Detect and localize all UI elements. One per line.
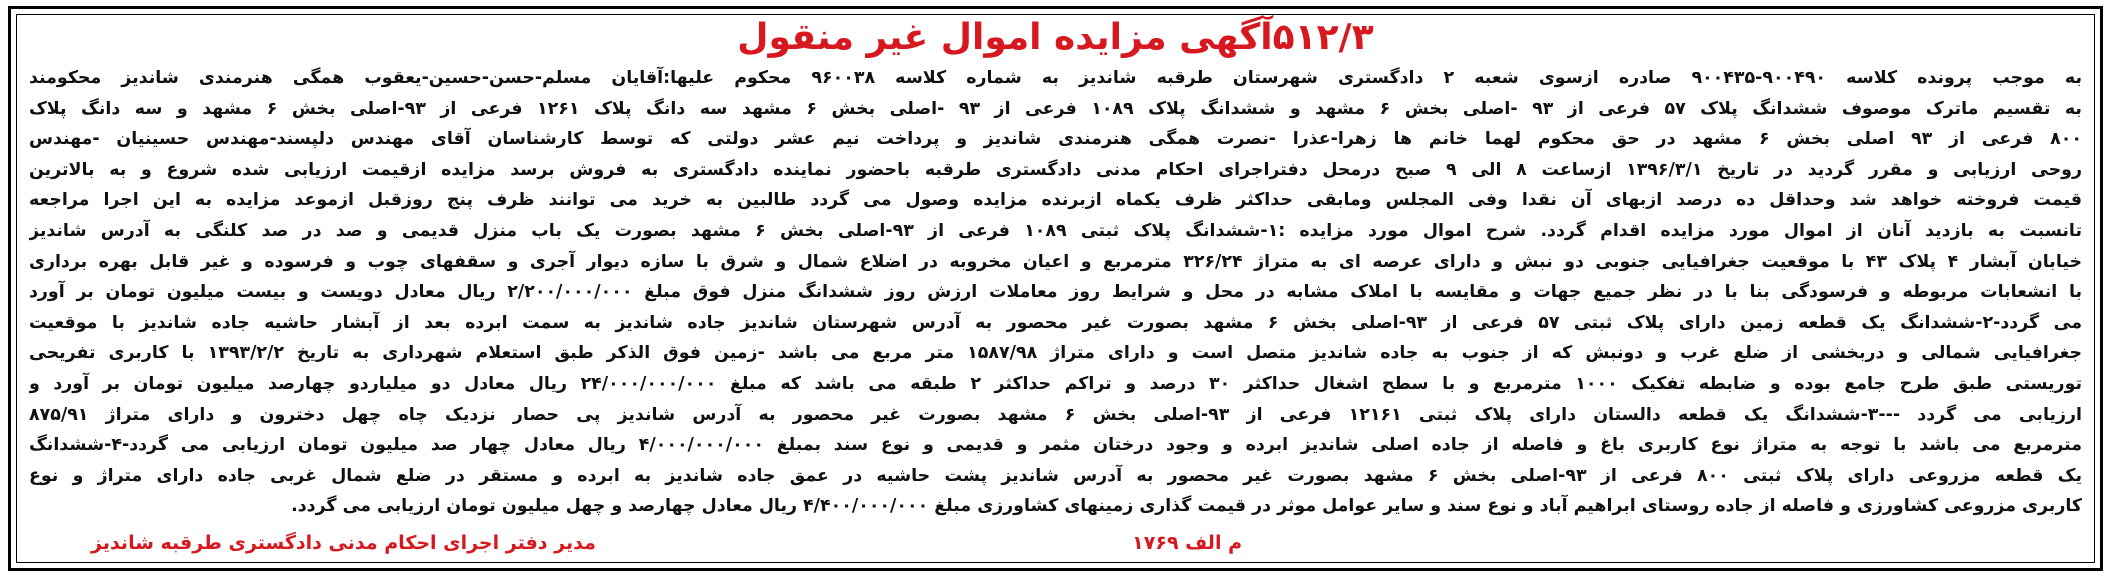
notice-signature: مدیر دفتر اجرای احکام مدنی دادگستری طرقبه شاندیز: [91, 532, 596, 554]
notice-reference-code: م الف ۱۷۶۹: [1132, 532, 1242, 554]
notice-frame: [8, 6, 2103, 571]
notice-line: با انشعابات مربوطه و فرسودگی بنا با در نظر جمیع جهات و مقایسه با املاک مشابه در محل و شرایط روز معاملات ارزش روز ششدانگ منزل فوق مبلغ ۲/۲۰۰/۰۰۰/۰۰۰ ریال معادل دویست و بیست میلیون تومان بر آورد: [29, 282, 2082, 303]
notice-line: به تقسیم ماترک موصوف ششدانگ پلاک ۵۷ فرعی از ۹۳ -اصلی بخش ۶ مشهد و ششدانگ پلاک ۱۰۸۹ فرعی از ۹۳ -اصلی بخش ۶ مشهد سه دانگ پلاک ۱۲۶۱ فرعی از ۹۳-اصلی بخش ۶ مشهد و سه دانگ پلاک: [29, 98, 2082, 119]
notice-line: یک قطعه مزروعی دارای پلاک ثبتی ۸۰۰ فرعی از ۹۳-اصلی بخش ۶ مشهد بصورت غیر محصور به آدرس شاندیز پشت حاشیه در عمق جاده شاندیز به ابرده و مستقر در ضلع شمال غربی جاده دارای متراژ و نوع: [29, 465, 2082, 486]
notice-line: روحی ارزیابی و مقرر گردید در تاریخ ۱۳۹۶/۳/۱ ازساعت ۸ الی ۹ صبح درمحل دفتراجرای احکام مدنی دادگستری طرقبه باحضور نماینده دادگستری به فروش برسد مزایده ازقیمت ارزیابی شده شروع و به بالاترین: [29, 159, 2082, 180]
notice-line: ارزیابی می گردد ---۳-ششدانگ یک قطعه دالستان دارای پلاک ثبتی ۱۲۱۶۱ فرعی از ۹۳-اصلی بخش ۶ مشهد بصورت غیر محصور به آدرس شاندیز پی حصار نزدیک چاه چهل دخترون و دارای متراژ ۸۷۵/۹۱: [29, 404, 2082, 425]
notice-line: به موجب پرونده کلاسه ۹۰۰۴۹۰-۹۰۰۴۳۵ صادره ازسوی شعبه ۲ دادگستری شهرستان طرقبه شاندیز به شماره کلاسه ۹۶۰۰۳۸ محکوم علیها:آقایان مسلم-حسن-حسین-یعقوب همگی هنرمندی شاندیز محکومند: [29, 68, 2082, 88]
notice-line: می گردد-۲-ششدانگ یک قطعه زمین دارای پلاک ثبتی ۵۷ فرعی از ۹۳-اصلی بخش ۶ مشهد بصورت غیر محصور به آدرس شهرستان شاندیز جاده شاندیز به سمت ابرده بعد از آبشار حاشیه جاده شاندیز با موقعیت: [29, 312, 2082, 333]
notice-line: جغرافیایی شمالی و دربخشی از ضلع غرب و دونبش که از جنوب به جاده شاندیز متصل است و دارای متراژ ۱۵۸۷/۹۸ متر مربع می باشد -زمین فوق الذکر طبق استعلام شهرداری به تاریخ ۱۳۹۳/۲/۲ با کاربری تفریحی: [29, 343, 2082, 364]
notice-line: کاربری مزروعی کشاورزی و فاصله از جاده روستای ابراهیم آباد و نوع سند و سایر عوامل موثر در قیمت گذاری زمینهای کشاورزی مبلغ ۴/۴۰۰/۰۰۰/۰۰۰ ریال معادل چهارصد و چهل میلیون تومان ارزیابی می گردد.: [291, 496, 2082, 517]
notice-line: ۸۰۰ فرعی از ۹۳ اصلی بخش ۶ مشهد در حق محکوم لهما خانم ها زهرا-عذرا -نصرت همگی هنرمندی شاندیز و پرداخت نیم عشر دولتی که توسط کارشناسان آقای مهندس دلپسند-مهندس حسینیان -مهندس: [29, 129, 2082, 150]
notice-line: توریستی طبق طرح جامع بوده و ضابطه تفکیک ۱۰۰۰ مترمربع و با سطح اشغال حداکثر ۳۰ درصد و تراکم حداکثر ۲ طبقه می باشد که مبلغ ۲۴/۰۰۰/۰۰۰/۰۰۰ ریال معادل دو میلیاردو چهارصد میلیون تومان بر آورد و: [29, 373, 2082, 394]
notice-footer: [91, 527, 2082, 559]
notice-line: خیابان آبشار ۴ پلاک ۴۳ با موقعیت جغرافیایی جنوبی دو نبش و دارای عرصه ای به متراژ ۳۲۶/۲۴ مترمربع و اعیان مخروبه در اضلاع شمال و شرق با سازه دیوار آجری و سقفهای چوب و فرسوده و غیر قابل بهره برداری: [29, 251, 2082, 272]
notice-line: قیمت فروخته خواهد شد وحداقل ده درصد ازبهای آن نقدا وفی المجلس ومابقی حداکثر ظرف یکماه ازبرنده مزایده وصول می گردد طالبین به خرید می توانند ظرف پنج روزقبل ازموعد مزایده به این اجرا مراجعه: [29, 190, 2082, 211]
notice-line: تانسبت به بازدید آنان از اموال مورد مزایده اقدام گردد. شرح اموال مورد مزایده :۱-ششدانگ پلاک ثبتی ۱۰۸۹ فرعی از ۹۳-اصلی بخش ۶ مشهد بصورت یک باب منزل قدیمی و صد در صد کلنگی به آدرس شاندیز: [29, 220, 2082, 241]
notice-body: [29, 63, 2082, 522]
notice-title: ۵۱۲/۳آگهی مزایده اموال غیر منقول: [737, 17, 1374, 58]
notice-line: مترمربع می باشد با توجه به متراژ نوع کاربری باغ و فاصله از جاده اصلی شاندیز ابرده و وجود درختان مثمر و قدیمی و نوع سند بمبلغ ۴/۰۰۰/۰۰۰/۰۰۰ ریال معادل چهار صد میلیون تومان ارزیابی می گردد-۴-ششدانگ: [29, 435, 2082, 456]
